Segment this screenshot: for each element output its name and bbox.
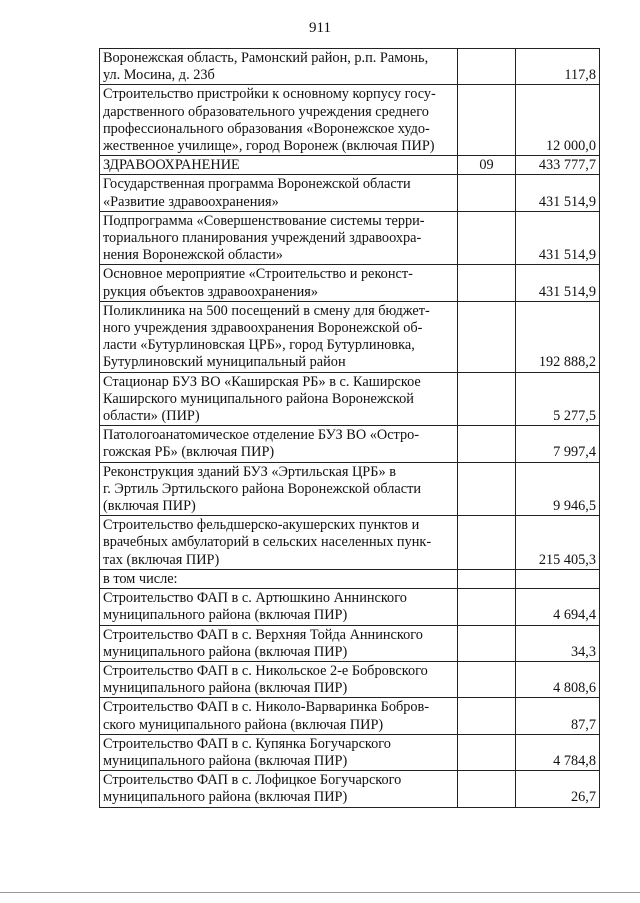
row-amount-cell xyxy=(516,569,600,588)
row-name-line: гожская РБ» (включая ПИР) xyxy=(103,444,275,461)
row-code-cell xyxy=(458,426,516,462)
table-row xyxy=(100,569,600,588)
row-amount-cell: 4 808,6 xyxy=(516,661,600,697)
table-row xyxy=(100,589,600,625)
row-name-cell xyxy=(100,661,458,697)
table-row xyxy=(100,211,600,265)
row-code-cell xyxy=(458,734,516,770)
row-name-line: муниципального района (включая ПИР) xyxy=(103,607,348,624)
row-name-line: Строительство ФАП в с. Никольское 2-е Бобровского xyxy=(103,662,428,679)
row-name-line: Строительство пристройки к основному корпусу госу- xyxy=(103,86,436,103)
row-name-line: Бутурлиновский муниципальный район xyxy=(103,354,346,371)
table-row xyxy=(100,734,600,770)
row-amount-cell: 4 784,8 xyxy=(516,734,600,770)
row-name-line: г. Эртиль Эртильского района Воронежской области xyxy=(103,480,422,497)
row-name-line: Строительство фельдшерско-акушерских пунктов и xyxy=(103,517,420,534)
row-amount-cell: 4 694,4 xyxy=(516,589,600,625)
row-amount-cell: 12 000,0 xyxy=(516,85,600,156)
row-name-line: нения Воронежской области» xyxy=(103,247,283,264)
row-amount-cell: 34,3 xyxy=(516,625,600,661)
row-name-line: (включая ПИР) xyxy=(103,498,196,515)
row-name-line: Строительство ФАП в с. Верхняя Тойда Аннинского xyxy=(103,626,423,643)
row-amount-cell: 87,7 xyxy=(516,698,600,734)
row-amount-cell: 431 514,9 xyxy=(516,211,600,265)
row-code-cell: 09 xyxy=(458,156,516,175)
row-name-cell xyxy=(100,426,458,462)
row-name-line: профессионального образования «Воронежское худо- xyxy=(103,120,430,137)
row-name-line: Стационар БУЗ ВО «Каширская РБ» в с. Каширское xyxy=(103,373,421,390)
row-amount-cell: 215 405,3 xyxy=(516,516,600,570)
row-name-line: Воронежская область, Рамонский район, р.п. Рамонь, xyxy=(103,50,429,66)
row-code-cell xyxy=(458,265,516,301)
row-name-line: Строительство ФАП в с. Николо-Варваринка Бобров- xyxy=(103,699,430,716)
budget-table xyxy=(99,48,600,808)
row-name-line: ул. Мосина, д. 23б xyxy=(103,67,215,84)
row-amount-cell: 117,8 xyxy=(516,49,600,85)
row-amount-cell: 9 946,5 xyxy=(516,462,600,516)
row-name-line: «Развитие здравоохранения» xyxy=(103,193,279,210)
row-name-line: Строительство ФАП в с. Артюшкино Аннинского xyxy=(103,590,407,607)
row-amount-cell: 26,7 xyxy=(516,771,600,807)
row-code-cell xyxy=(458,85,516,156)
row-name-line: Патологоанатомическое отделение БУЗ ВО «Остро- xyxy=(103,427,420,444)
row-code-cell xyxy=(458,569,516,588)
table-row xyxy=(100,265,600,301)
row-name-line: ЗДРАВООХРАНЕНИЕ xyxy=(103,157,240,174)
table-row xyxy=(100,301,600,372)
row-code-cell xyxy=(458,698,516,734)
row-name-line: муниципального района (включая ПИР) xyxy=(103,752,348,769)
row-name-line: Каширского муниципального района Воронежской xyxy=(103,390,414,407)
table-row xyxy=(100,661,600,697)
row-name-cell xyxy=(100,569,458,588)
row-code-cell xyxy=(458,771,516,807)
table-row xyxy=(100,625,600,661)
row-amount-cell: 5 277,5 xyxy=(516,372,600,426)
row-name-line: ского муниципального района (включая ПИР) xyxy=(103,716,384,733)
row-name-line: в том числе: xyxy=(103,570,178,587)
row-name-cell xyxy=(100,372,458,426)
row-name-line: ториального планирования учреждений здравоохра- xyxy=(103,230,422,247)
row-name-cell xyxy=(100,301,458,372)
row-name-line: муниципального района (включая ПИР) xyxy=(103,643,348,660)
row-code-cell xyxy=(458,516,516,570)
row-name-line: рукция объектов здравоохранения» xyxy=(103,283,319,300)
row-name-cell xyxy=(100,589,458,625)
page-number: 911 xyxy=(309,20,331,36)
row-name-line: Строительство ФАП в с. Купянка Богучарского xyxy=(103,735,391,752)
row-code-cell xyxy=(458,589,516,625)
row-name-line: ласти «Бутурлиновская ЦРБ», город Бутурлиновка, xyxy=(103,337,415,354)
row-code-cell xyxy=(458,661,516,697)
row-name-line: врачебных амбулаторий в сельских населенных пунк- xyxy=(103,534,432,551)
row-name-cell xyxy=(100,734,458,770)
row-code-cell xyxy=(458,372,516,426)
row-name-cell xyxy=(100,771,458,807)
row-name-line: Государственная программа Воронежской области xyxy=(103,176,411,193)
row-code-cell xyxy=(458,49,516,85)
row-name-cell xyxy=(100,516,458,570)
row-name-cell xyxy=(100,698,458,734)
row-code-cell xyxy=(458,175,516,211)
table-row xyxy=(100,426,600,462)
row-name-cell xyxy=(100,211,458,265)
row-name-cell xyxy=(100,156,458,175)
budget-table-body xyxy=(100,49,600,808)
row-name-cell xyxy=(100,625,458,661)
row-amount-cell: 192 888,2 xyxy=(516,301,600,372)
table-row xyxy=(100,372,600,426)
row-name-line: Подпрограмма «Совершенствование системы терри- xyxy=(103,212,425,229)
row-name-line: муниципального района (включая ПИР) xyxy=(103,789,348,806)
page-bottom-edge xyxy=(0,892,640,893)
row-name-line: жественное училище», город Воронеж (включая ПИР) xyxy=(103,138,435,155)
table-row xyxy=(100,156,600,175)
table-row xyxy=(100,175,600,211)
row-name-line: области» (ПИР) xyxy=(103,408,200,425)
table-row xyxy=(100,85,600,156)
row-name-cell xyxy=(100,175,458,211)
row-code-cell xyxy=(458,625,516,661)
row-amount-cell: 7 997,4 xyxy=(516,426,600,462)
row-name-line: Основное мероприятие «Строительство и реконст- xyxy=(103,266,413,283)
row-name-line: Реконструкция зданий БУЗ «Эртильская ЦРБ» в xyxy=(103,463,396,480)
row-amount-cell: 431 514,9 xyxy=(516,175,600,211)
table-row xyxy=(100,462,600,516)
row-name-line: тах (включая ПИР) xyxy=(103,551,220,568)
row-name-line: Поликлиника на 500 посещений в смену для бюджет- xyxy=(103,302,430,319)
table-row xyxy=(100,771,600,807)
row-name-cell xyxy=(100,265,458,301)
row-code-cell xyxy=(458,301,516,372)
row-amount-cell: 433 777,7 xyxy=(516,156,600,175)
row-name-cell xyxy=(100,462,458,516)
row-name-cell xyxy=(100,85,458,156)
row-code-cell xyxy=(458,211,516,265)
row-name-line: дарственного образовательного учреждения среднего xyxy=(103,103,429,120)
table-row xyxy=(100,698,600,734)
row-name-line: муниципального района (включая ПИР) xyxy=(103,680,348,697)
row-name-line: ного учреждения здравоохранения Воронежской об- xyxy=(103,320,423,337)
table-row xyxy=(100,516,600,570)
row-amount-cell: 431 514,9 xyxy=(516,265,600,301)
table-row xyxy=(100,49,600,85)
row-name-cell xyxy=(100,49,458,85)
row-name-line: Строительство ФАП в с. Лофицкое Богучарского xyxy=(103,772,402,789)
row-code-cell xyxy=(458,462,516,516)
